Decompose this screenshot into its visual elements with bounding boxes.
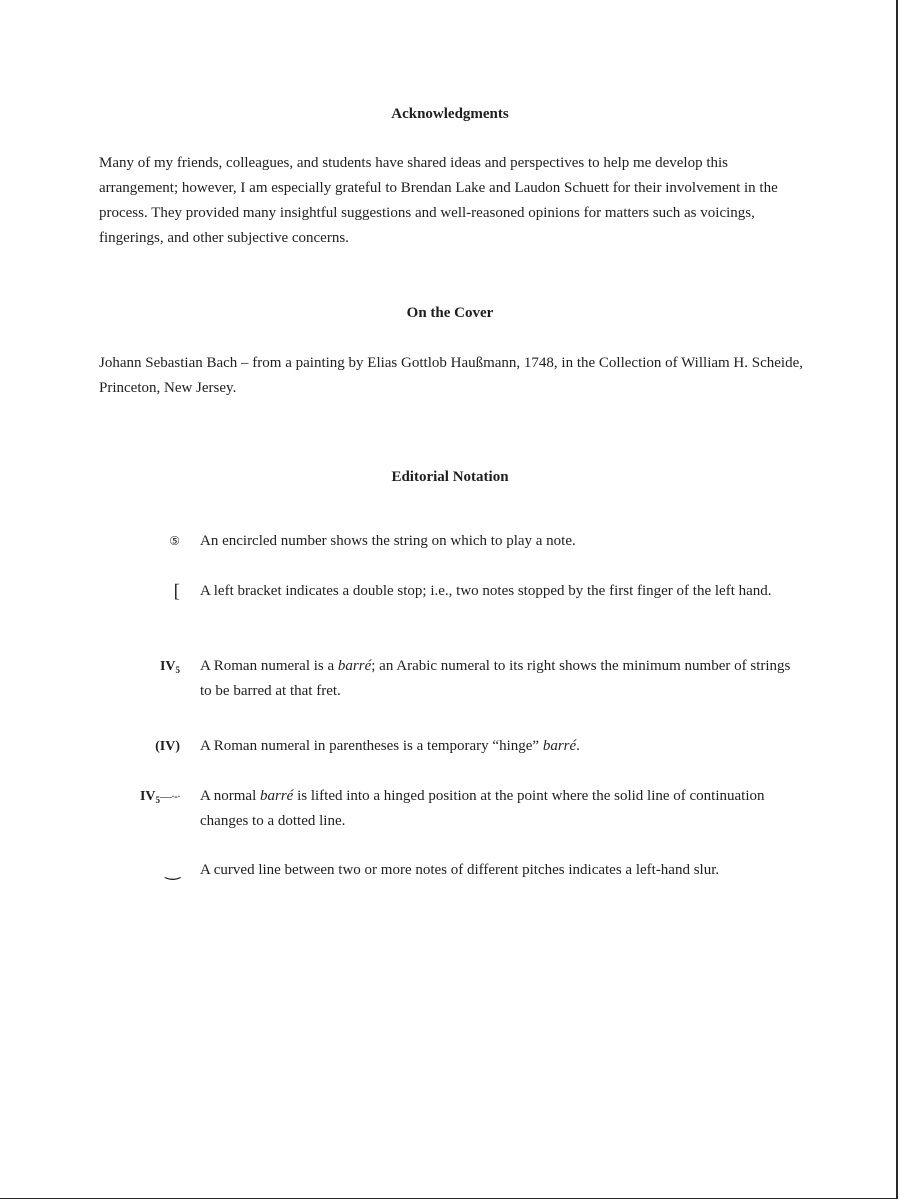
- acknowledgments-paragraph: Many of my friends, colleagues, and students have shared ideas and perspectives to help me develop this arrangement; however, I am especially grateful to Brendan Lake and Laudon Schuett for their involvement in the process. They provided many insightful suggestions and well-reasoned opinions for matters such as voicings, fingerings, and other subjective concerns.: [99, 155, 778, 246]
- hinge-barre-symbol: (IV): [155, 739, 180, 754]
- continuation-line-icon: —·-·: [160, 789, 180, 803]
- notation-item-text: A left bracket indicates a double stop; i.e., two notes stopped by the first finger of the left hand.: [200, 583, 772, 599]
- text-part: .: [576, 738, 580, 754]
- slur-icon: ‿: [165, 860, 180, 881]
- cover-heading: On the Cover: [406, 305, 494, 321]
- arabic-subscript: 5: [155, 795, 160, 805]
- notation-heading: Editorial Notation: [391, 469, 509, 485]
- notation-item-text: [200, 784, 800, 834]
- roman-numeral: IV: [159, 659, 176, 674]
- notation-item-text: A curved line between two or more notes of different pitches indicates a left-hand slur.: [200, 862, 720, 878]
- text-part: A normal: [200, 788, 260, 804]
- text-part: ; an Arabic numeral to its right shows the minimum number of strings to be barred at that fret.: [200, 658, 791, 699]
- italic-term: barré: [542, 738, 577, 754]
- notation-item-text: An encircled number shows the string on which to play a note.: [200, 533, 576, 549]
- left-bracket-icon: [: [173, 581, 180, 602]
- acknowledgments-heading: Acknowledgments: [391, 106, 509, 122]
- cover-paragraph: Johann Sebastian Bach – from a painting by Elias Gottlob Haußmann, 1748, in the Collection of William H. Scheide, Princeton, New Jersey.: [99, 355, 803, 396]
- circled-number-icon: ⑤: [169, 534, 180, 548]
- arabic-subscript: 5: [175, 665, 180, 675]
- barre-symbol: [160, 654, 180, 683]
- text-part: is lifted into a hinged position at the point where the solid line of continuation changes to a dotted line.: [200, 788, 765, 829]
- notation-item-text: [200, 654, 800, 704]
- lifted-barre-symbol: [140, 784, 180, 813]
- italic-term: barré: [337, 658, 372, 674]
- italic-term: barré: [260, 788, 294, 804]
- roman-numeral: IV: [139, 789, 156, 804]
- notation-item-text: [200, 734, 800, 759]
- text-part: A Roman numeral is a: [200, 658, 338, 674]
- text-part: A Roman numeral in parentheses is a temporary “hinge”: [200, 738, 543, 754]
